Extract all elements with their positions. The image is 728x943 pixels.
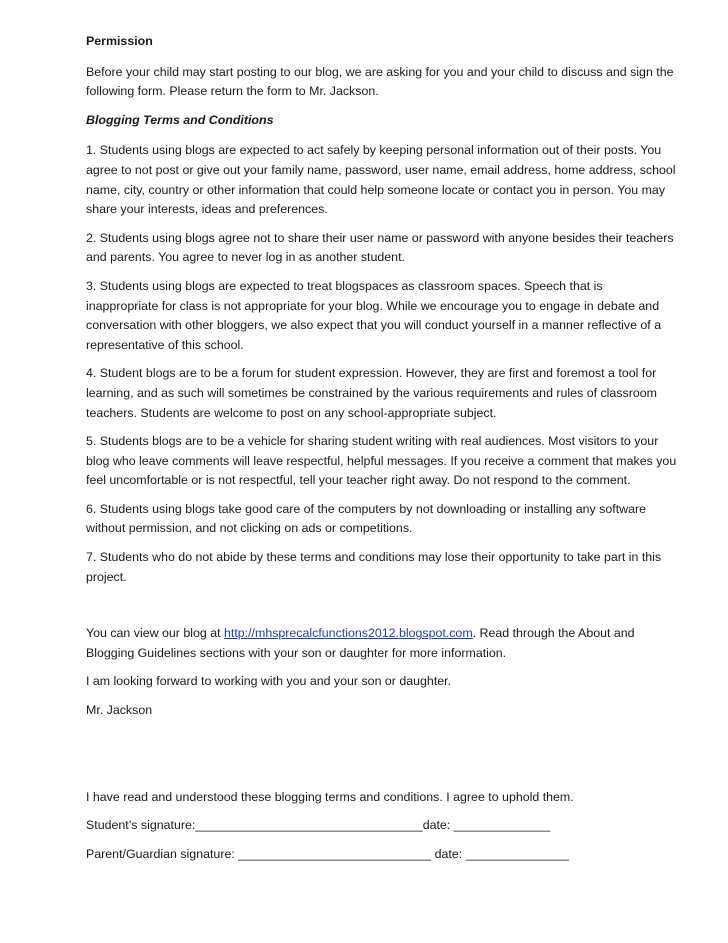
- spacer: [86, 596, 678, 624]
- student-signature-line: Student’s signature:_________________________________date: ______________: [86, 818, 551, 833]
- section-title: Blogging Terms and Conditions: [86, 112, 274, 127]
- term-3: 3. Students using blogs are expected to treat blogspaces as classroom spaces. Speech that is inappropriate for class is not appropriate for your blog. While we encourage you to engage in debate and conversation with other bloggers, we also expect that you will conduct yourself in a manner reflective of a representative of this school.: [86, 278, 662, 352]
- term-5: 5. Students blogs are to be a vehicle for sharing student writing with real audiences. Most visitors to your blog who leave comments will leave respectful, helpful messages. If you receive a comment that makes you feel uncomfortable or is not respectful, tell your teacher right away. Do not respond to the comment.: [86, 434, 677, 488]
- term-7: 7. Students who do not abide by these terms and conditions may lose their opportunity to take part in this project.: [86, 550, 662, 584]
- term-4: 4. Student blogs are to be a forum for student expression. However, they are first and foremost a tool for learning, and as such will sometimes be constrained by the various requirements and rules of classroom teachers. Students are welcome to post on any school-appropriate subject.: [86, 366, 657, 420]
- agreement-statement: I have read and understood these blogging terms and conditions. I agree to uphold them.: [86, 789, 574, 804]
- blog-text-before: You can view our blog at: [86, 626, 224, 641]
- term-2: 2. Students using blogs agree not to share their user name or password with anyone besides their teachers and parents. You agree to never log in as another student.: [86, 230, 674, 265]
- intro-paragraph: Before your child may start posting to our blog, we are asking for you and your child to discuss and sign the following form. Please return the form to Mr. Jackson.: [86, 64, 674, 99]
- blog-paragraph: [86, 624, 678, 663]
- document-title: Permission: [86, 34, 153, 48]
- blog-text-after: . Read through the About and Blogging Guidelines sections with your son or daughter for more information.: [86, 626, 635, 660]
- blog-link[interactable]: http://mhsprecalcfunctions2012.blogspot.com: [224, 626, 473, 641]
- spacer: [86, 730, 678, 788]
- signoff: Mr. Jackson: [86, 703, 153, 718]
- parent-signature-line: Parent/Guardian signature: ____________________________ date: _______________: [86, 846, 569, 861]
- term-6: 6. Students using blogs take good care of the computers by not downloading or installing any software without permission, and not clicking on ads or competitions.: [86, 501, 646, 536]
- term-1: 1. Students using blogs are expected to act safely by keeping personal information out of their posts. You agree to not post or give out your family name, password, user name, email address, home address, school name, city, country or other information that could help someone locate or contact you in person. You may share your interests, ideas and preferences.: [86, 143, 676, 217]
- closing-paragraph: I am looking forward to working with you and your son or daughter.: [86, 674, 452, 689]
